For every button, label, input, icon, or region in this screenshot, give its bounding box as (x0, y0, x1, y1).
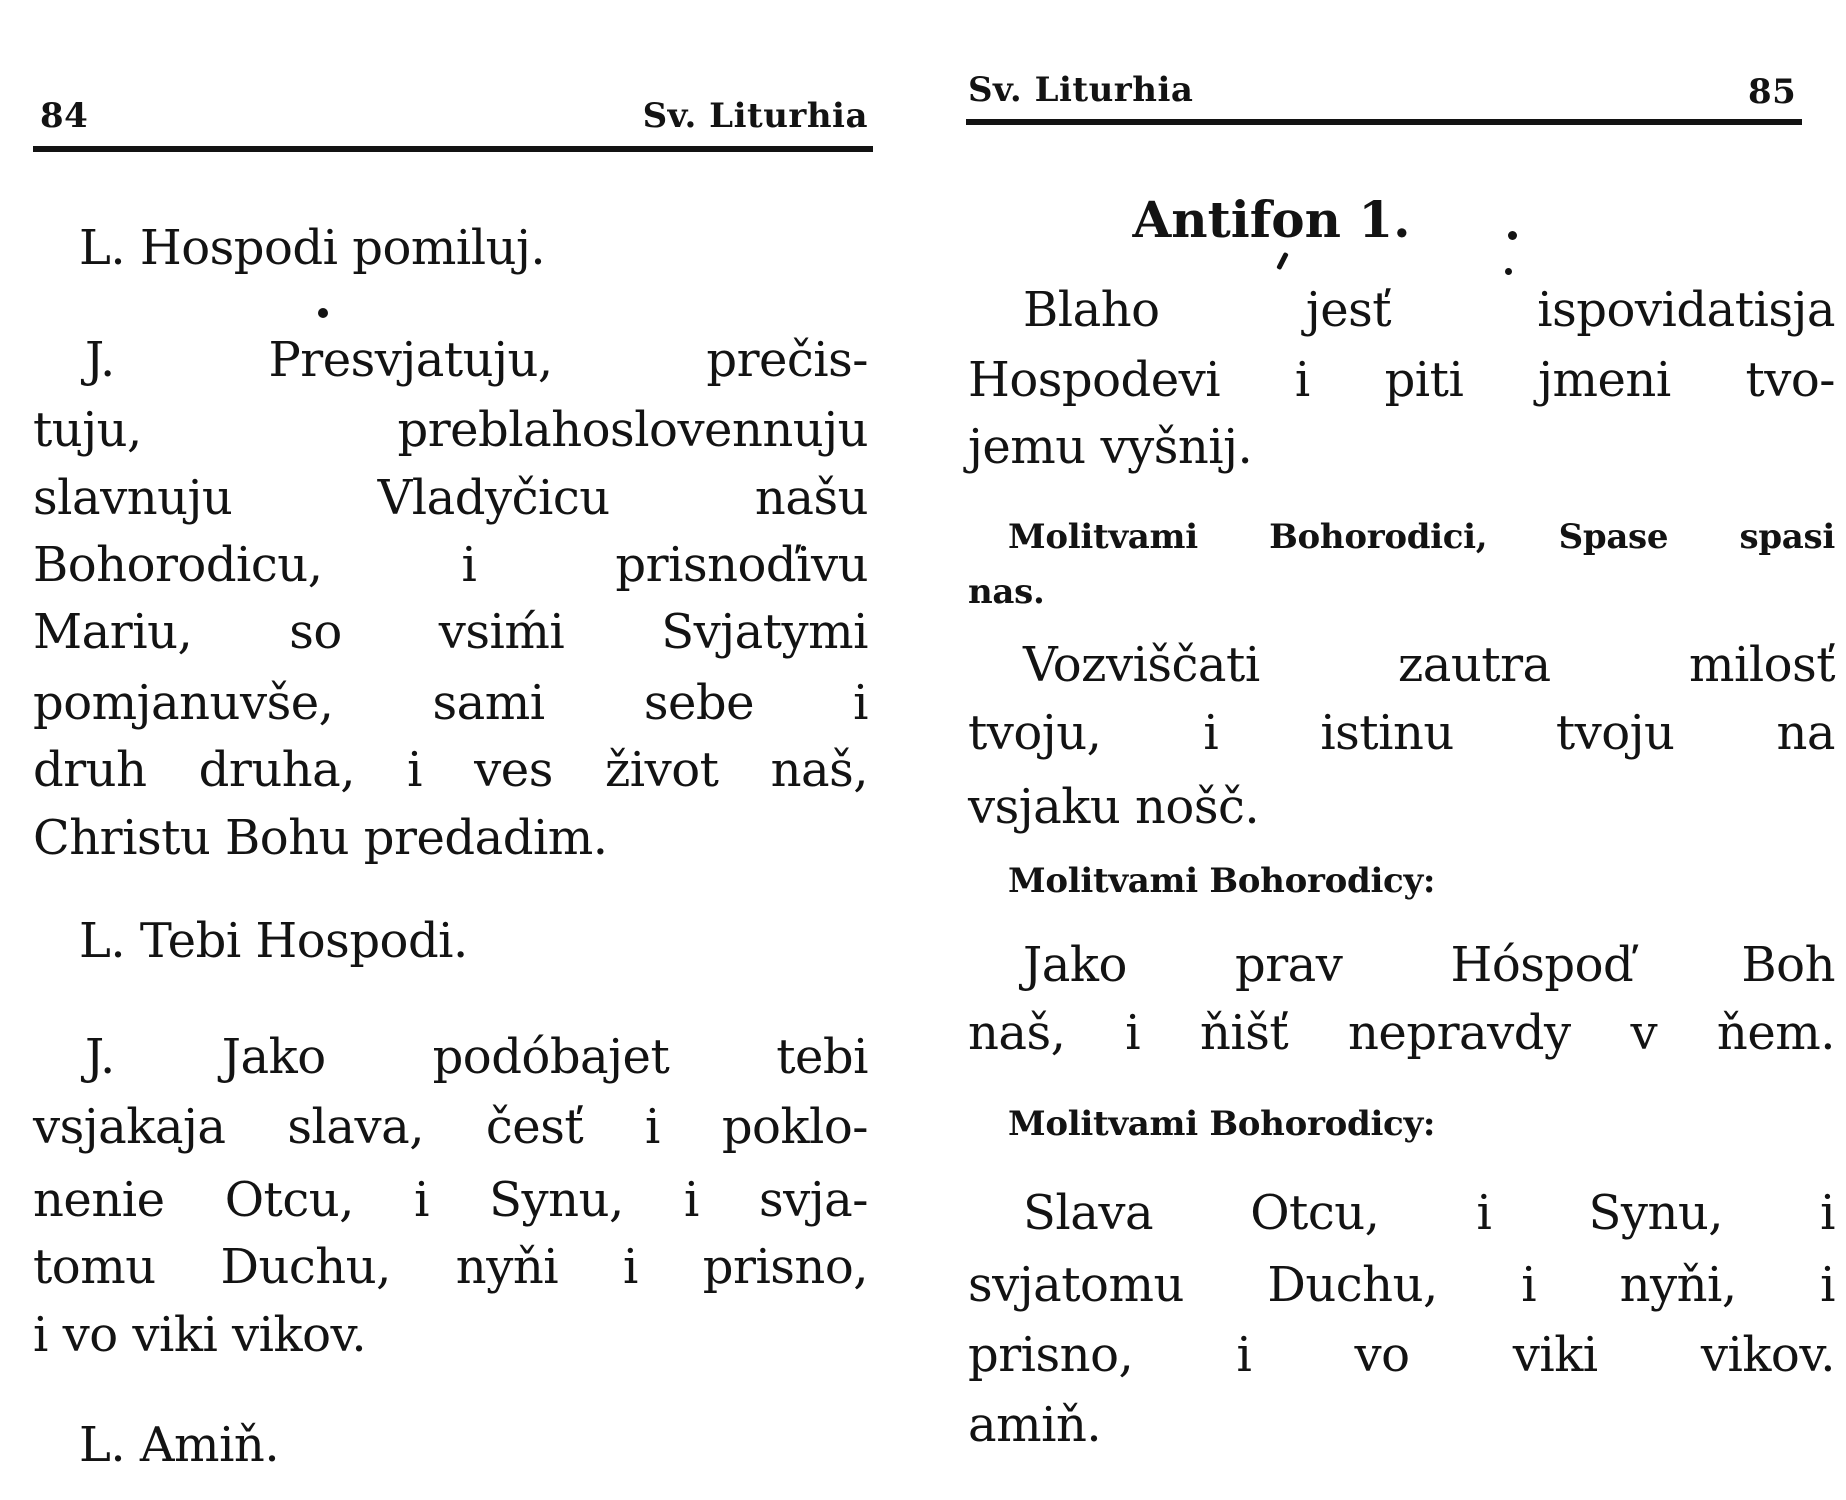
text-line: Hospodevi i piti jmeni tvo- (968, 352, 1835, 408)
running-header: Sv. Liturhia (968, 70, 1194, 110)
header-rule (33, 146, 873, 152)
page-number: 85 (1748, 72, 1797, 112)
rubric-line: Molitvami Bohorodicy: (1008, 861, 1436, 901)
text-line: nenie Otcu, i Synu, i svja- (33, 1172, 868, 1228)
ink-speck (1505, 268, 1512, 275)
rubric-line: nas. (968, 572, 1045, 612)
text-line: prisno, i vo viki vikov. (968, 1327, 1835, 1383)
text-line: vsjakaja slava, česť i poklo- (33, 1099, 868, 1155)
text-line: svjatomu Duchu, i nyňi, i (968, 1257, 1835, 1313)
text-line: Vozviščati zautra milosť (1023, 637, 1835, 693)
text-line: Mariu, so vsiḿi Svjatymi (33, 604, 868, 660)
text-line: L. Amiň. (79, 1417, 280, 1473)
ink-speck (1508, 231, 1517, 240)
text-line: Jako prav Hóspoď Boh (1023, 937, 1835, 993)
text-line: Christu Bohu predadim. (33, 810, 608, 866)
running-header: Sv. Liturhia (642, 96, 868, 136)
text-line: L. Hospodi pomiluj. (79, 220, 546, 276)
text-line: Bohorodicu, i prisnoďivu (33, 537, 868, 593)
text-line: naš, i ňišť nepravdy v ňem. (968, 1005, 1835, 1061)
page-85 (968, 0, 1835, 1500)
text-line: Slava Otcu, i Synu, i (1023, 1185, 1835, 1241)
text-line: druh druha, i ves život naš, (33, 742, 868, 798)
text-line: vsjaku nošč. (968, 779, 1260, 835)
page-84 (33, 0, 868, 1500)
text-line: pomjanuvše, sami sebe i (33, 675, 868, 731)
section-heading: Antifon 1. (1132, 190, 1411, 249)
text-line: jemu vyšnij. (968, 419, 1253, 475)
header-rule (966, 119, 1802, 125)
text-line: Blaho jesť ispovidatisja (1023, 282, 1835, 338)
text-line: J. Presvjatuju, prečis- (85, 332, 868, 388)
text-line: tomu Duchu, nyňi i prisno, (33, 1239, 868, 1295)
text-line: L. Tebi Hospodi. (79, 913, 468, 969)
text-line: slavnuju Vladyčicu našu (33, 470, 868, 526)
text-line: tvoju, i istinu tvoju na (968, 705, 1835, 761)
ink-speck (318, 308, 328, 318)
page-number: 84 (40, 96, 89, 136)
text-line: tuju, preblahoslovennuju (33, 402, 868, 458)
text-line: J. Jako podóbajet tebi (85, 1029, 868, 1085)
rubric-line: Molitvami Bohorodicy: (1008, 1104, 1436, 1144)
text-line: amiň. (968, 1397, 1102, 1453)
rubric-line: Molitvami Bohorodici, Spase spasi (1008, 517, 1835, 557)
text-line: i vo viki vikov. (33, 1307, 367, 1363)
